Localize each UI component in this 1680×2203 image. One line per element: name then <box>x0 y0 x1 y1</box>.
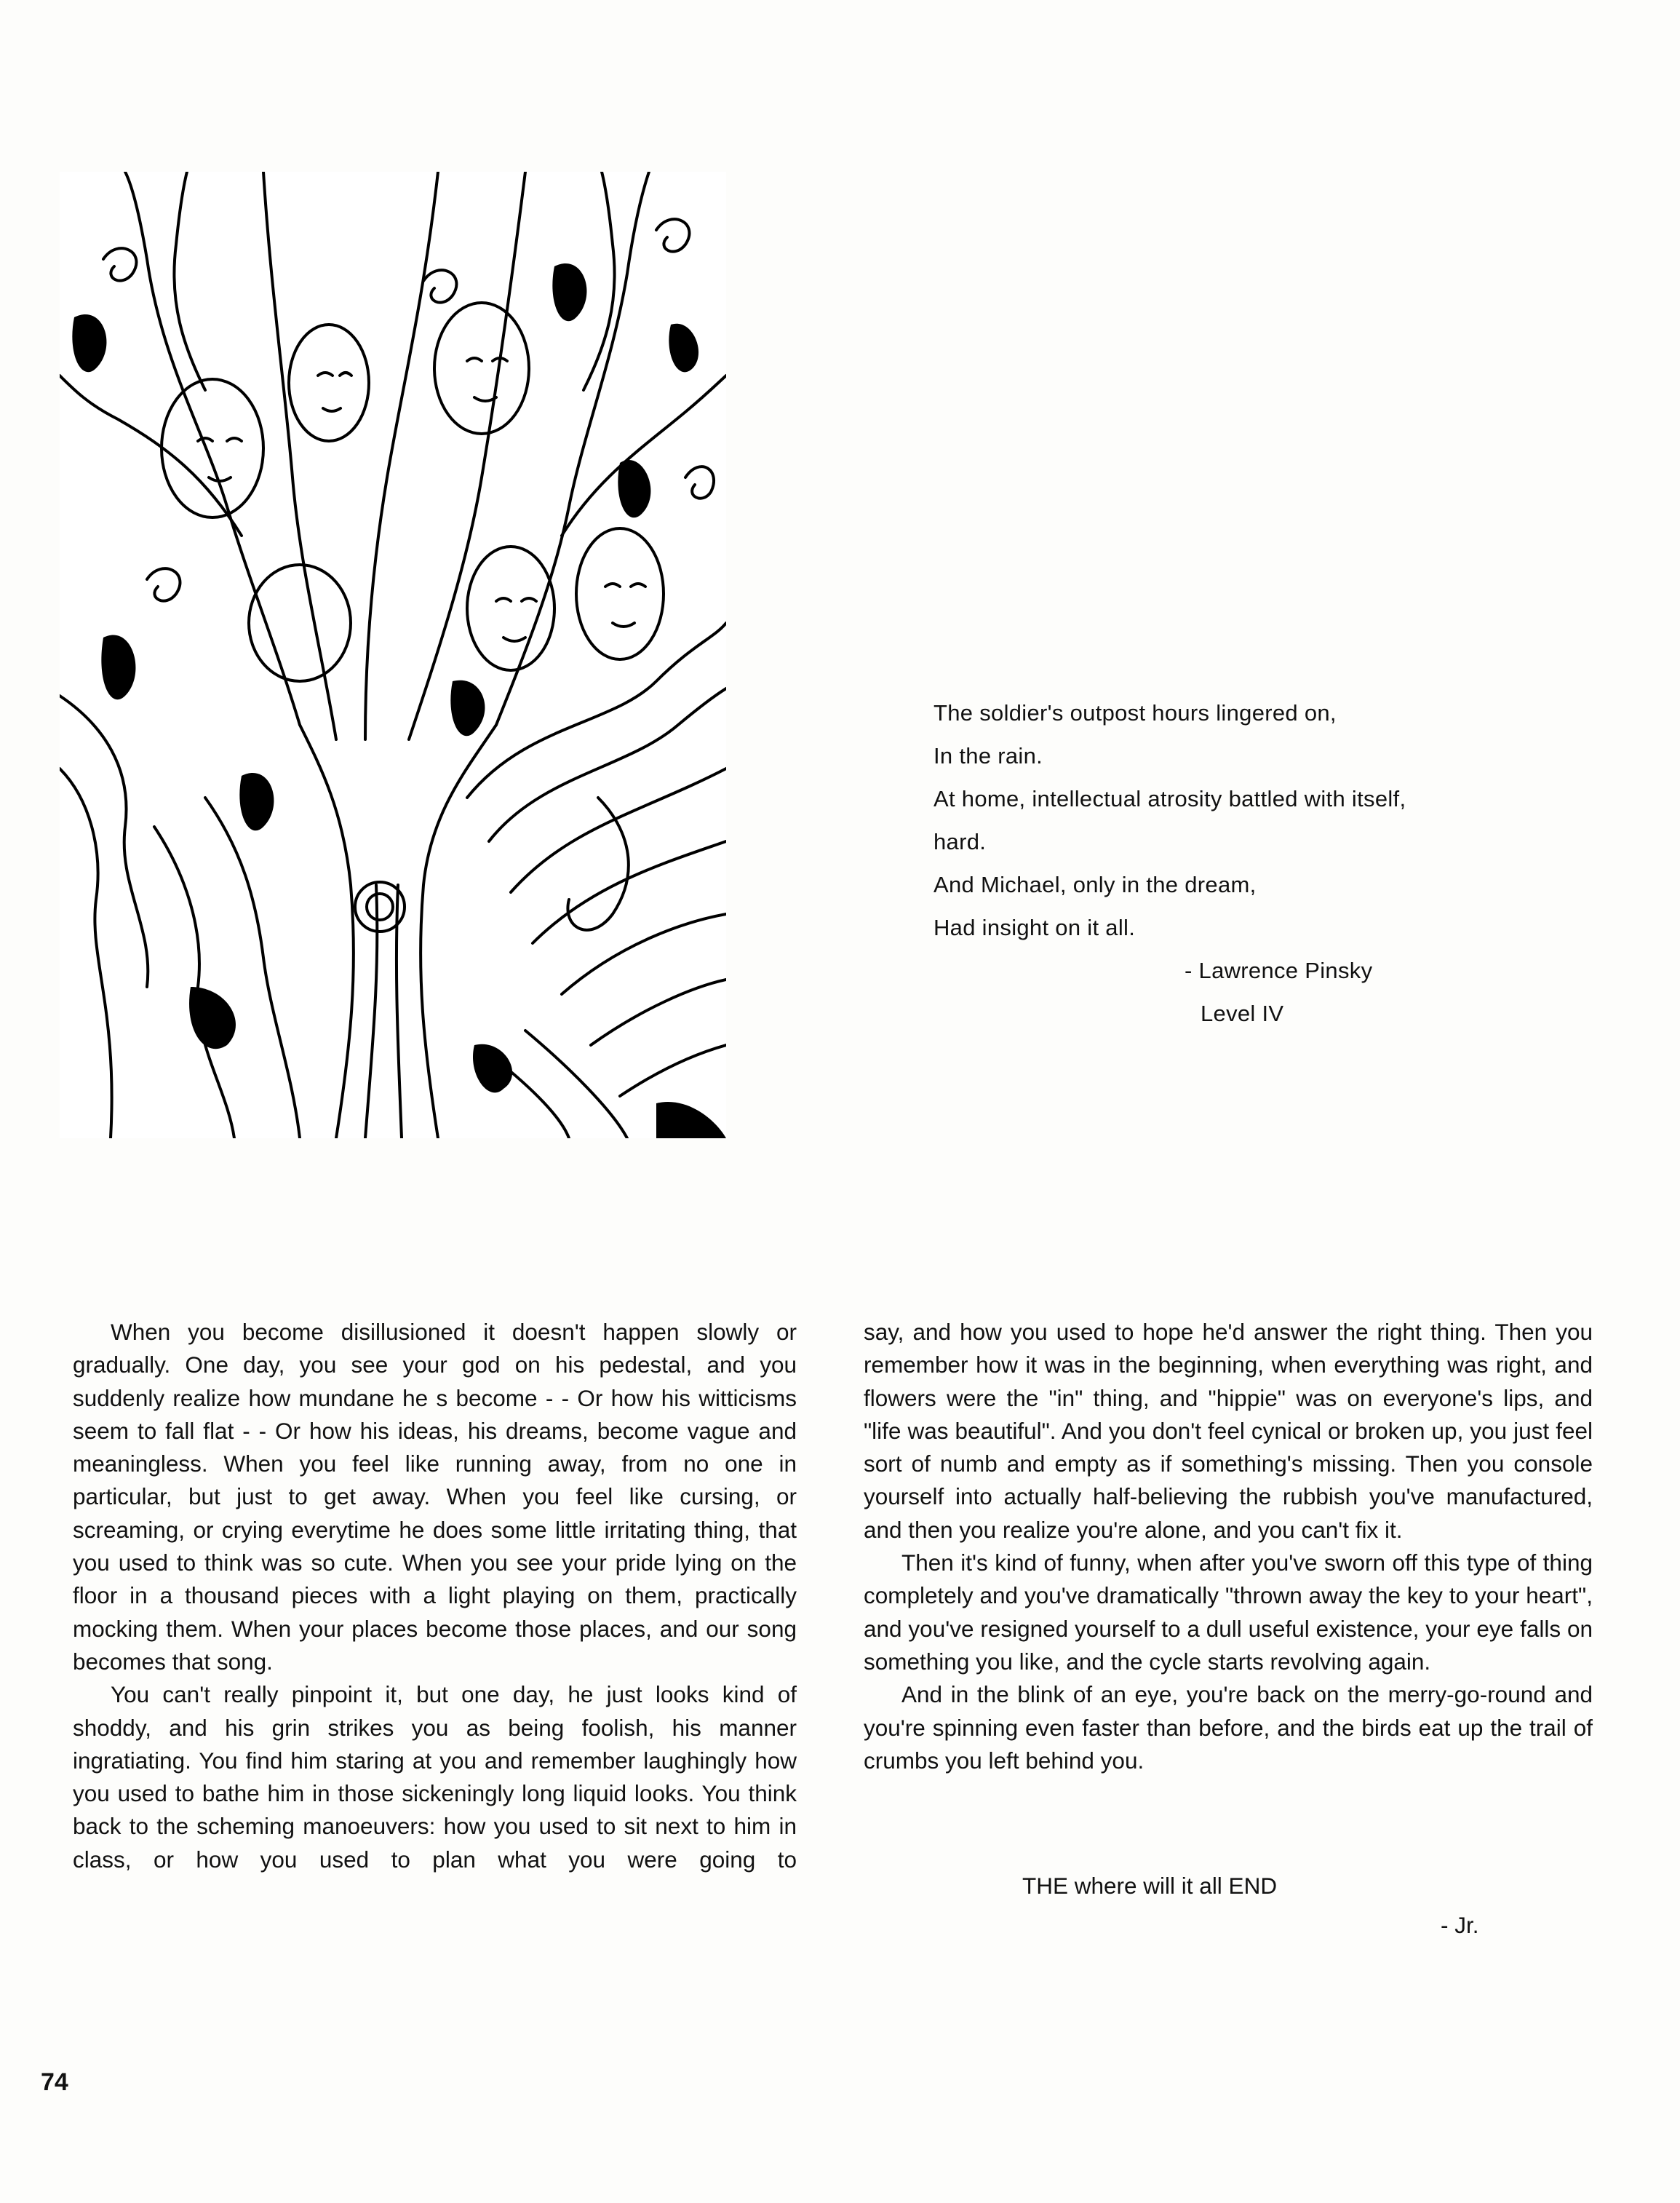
poem-author: - Lawrence Pinsky <box>1185 958 1373 983</box>
prose-paragraph: Then it's kind of funny, when after you've sworn off this type of thing completely and you've dramatically "thrown away the key to your heart", and you've resigned yourself to a dull useful existence, your eye falls on something you like, and the cycle starts revolving again. <box>864 1549 1593 1675</box>
tree-illustration <box>60 172 726 1138</box>
poem-line: At home, intellectual atrosity battled with itself, <box>933 786 1406 811</box>
prose-paragraph: You can't really pinpoint it, but one day, he just looks kind of shoddy, and his grin strikes you as being foolish, his manner ingratiating. You find him staring at you and remember laughingly how you used to bathe him in those sickeningly long liquid looks. You think back to the scheming manoeuvers: how you used to sit next to him in class, or how you used to plan what you were going to <box>73 1681 797 1873</box>
prose-paragraph: And in the blink of an eye, you're back on the merry-go-round and you're spinning even faster than before, and the birds eat up the trail of crumbs you left behind you. <box>864 1681 1593 1774</box>
prose-paragraph: say, and how you used to hope he'd answer the right thing. Then you remember how it was in the beginning, when everything was right, and flowers were the "in" thing, and "hippie" was on everyone's lips, and "life was beautiful". And you don't feel cynical or broken up, you just feel sort of numb and empty as if something's missing. Then you console yourself into actually half-believing the rubbish you've manufactured, and then you realize you're alone, and you can't fix it. <box>864 1319 1593 1543</box>
prose-column-left <box>73 1316 797 1876</box>
prose-column-right <box>864 1316 1593 1777</box>
closing-line: THE where will it all END <box>1022 1873 1278 1899</box>
prose-signoff: - Jr. <box>1441 1912 1479 1938</box>
poem <box>933 691 1588 1035</box>
prose-paragraph: When you become disillusioned it doesn't happen slowly or gradually. One day, you see your god on his pedestal, and you suddenly realize how mundane he s become - - Or how his witticisms seem to fall flat - - Or how his ideas, his dreams, become vague and meaningless. When you feel like running away, from no one in particular, but just to get away. When you feel like cursing, or screaming, or crying everytime he does some little irritating thing, that you used to think was so cute. When you see your pride lying on the floor in a thousand pieces with a light playing on them, practically mocking them. When your places become those places, and our song becomes that song. <box>73 1319 797 1675</box>
poem-line: And Michael, only in the dream, <box>933 872 1257 897</box>
tree-faces-ink-drawing-icon <box>60 172 726 1138</box>
poem-author-level: Level IV <box>1201 1001 1284 1026</box>
poem-line: Had insight on it all. <box>933 915 1136 940</box>
poem-line: In the rain. <box>933 743 1043 769</box>
poem-line: The soldier's outpost hours lingered on, <box>933 700 1337 726</box>
poem-line: hard. <box>933 829 987 854</box>
page-number: 74 <box>41 2068 68 2096</box>
